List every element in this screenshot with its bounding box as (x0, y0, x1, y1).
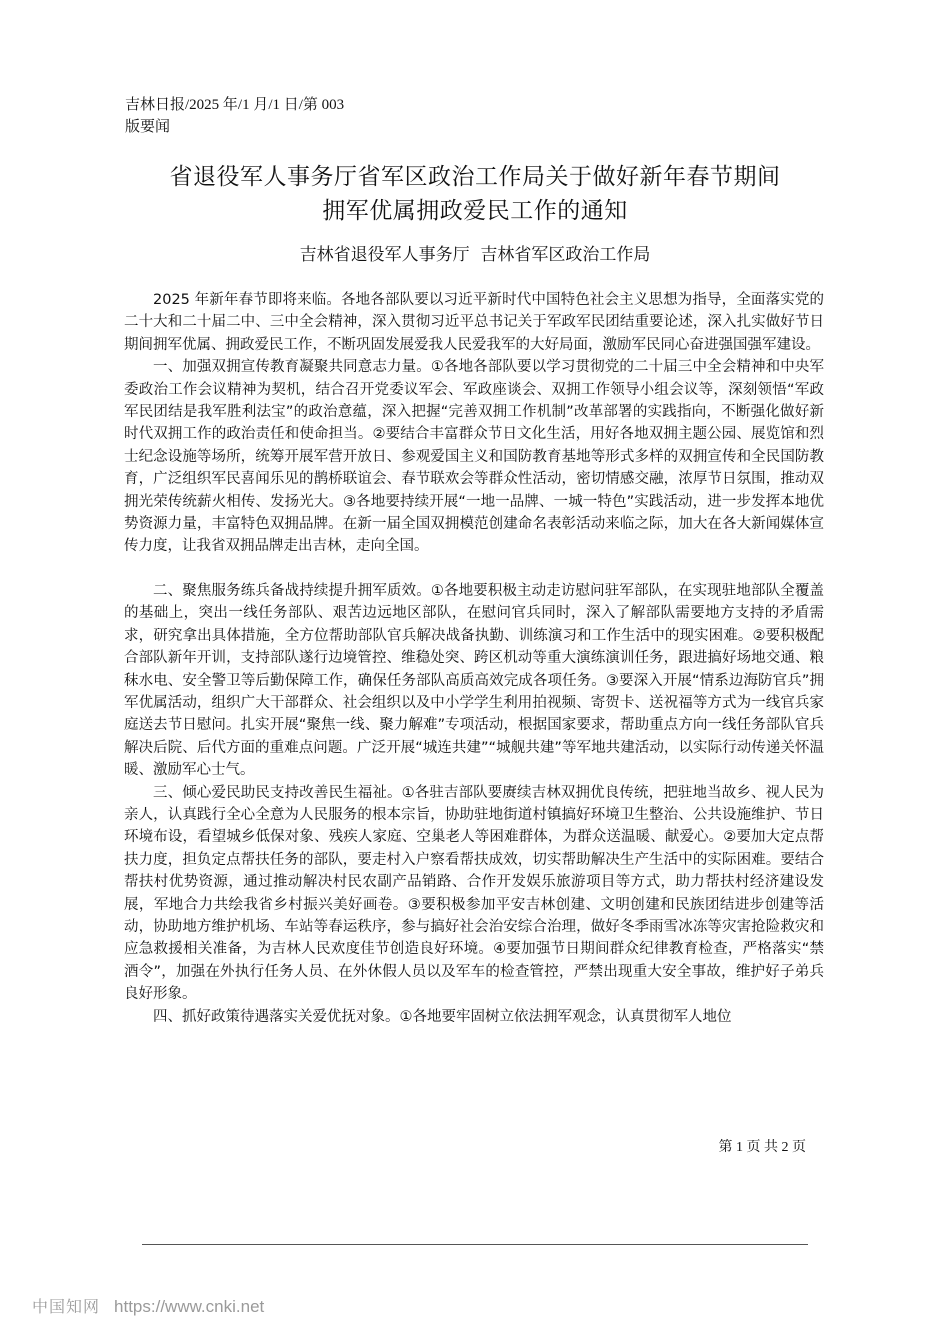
watermark-url: https://www.cnki.net (114, 1297, 265, 1316)
source-line-1: 吉林日报/2025 年/1 月/1 日/第 003 (125, 97, 345, 113)
watermark-name: 中国知网 (32, 1297, 101, 1316)
footer-divider (142, 1244, 808, 1245)
paragraph-section-2: 二、聚焦服务练兵备战持续提升拥军质效。①各地要积极主动走访慰问驻军部队，在实现驻地部队全覆盖的基础上，突出一线任务部队、艰苦边远地区部队，在慰问官兵同时，深入了解部队需要地方支持的矛盾需求，研究拿出具体措施，全方位帮助部队官兵解决战备执勤、训练演习和工作生活中的现实困难。②要积极配合部队新年开训，支持部队遂行边境管控、维稳处突、跨区机动等重大演练演训任务，跟进搞好场地交通、粮秣水电、安全警卫等后勤保障工作，确保任务部队高质高效完成各项任务。③要深入开展“情系边海防官兵”拥军优属活动，组织广大干部群众、社会组织以及中小学学生利用拍视频、寄贺卡、送祝福等方式为一线官兵家庭送去节日慰问。扎实开展“聚焦一线、聚力解难”专项活动，根据国家要求，帮助重点方向一线任务部队官兵解决后院、后代方面的重难点问题。广泛开展“城连共建”“城舰共建”等军地共建活动，以实际行动传递关怀温暖、激励军心士气。 (124, 582, 824, 779)
article-body (124, 289, 824, 1028)
page-number: 第 1 页 共 2 页 (718, 1140, 806, 1155)
paragraph-section-1: 一、加强双拥宣传教育凝聚共同意志力量。①各地各部队要以学习贯彻党的二十届三中全会精神和中央军委政治工作会议精神为契机，结合召开党委议军会、军政座谈会、双拥工作领导小组会议等，深刻领悟“军政军民团结是我军胜利法宝”的政治意蕴，深入把握“完善双拥工作机制”改革部署的实践指向，不断强化做好新时代双拥工作的政治责任和使命担当。②要结合丰富群众节日文化生活，用好各地双拥主题公园、展览馆和烈士纪念设施等场所，统筹开展军营开放日、参观爱国主义和国防教育基地等形式多样的双拥宣传和全民国防教育，广泛组织军民喜闻乐见的鹊桥联谊会、春节联欢会等群众性活动，密切情感交融，浓厚节日氛围，推动双拥光荣传统薪火相传、发扬光大。③各地要持续开展“一地一品牌、一城一特色”实践活动，进一步发挥本地优势资源力量，丰富特色双拥品牌。在新一届全国双拥模范创建命名表彰活动来临之际，加大在各大新闻媒体宣传力度，让我省双拥品牌走出吉林，走向全国。 (124, 359, 824, 555)
title-line-2: 拥军优属拥政爱民工作的通知 (322, 198, 628, 224)
article-author: 吉林省退役军人事务厅 吉林省军区政治工作局 (299, 245, 651, 265)
source-line-2: 版要闻 (125, 119, 171, 135)
article-title (100, 160, 850, 228)
paragraph-section-3: 三、倾心爱民助民支持改善民生福祉。①各驻吉部队要赓续吉林双拥优良传统，把驻地当故乡、视人民为亲人，认真践行全心全意为人民服务的根本宗旨，协助驻地街道村镇搞好环境卫生整治、公共设施维护、节日环境布设，看望城乡低保对象、残疾人家庭、空巢老人等困难群体，为群众送温暖、献爱心。②要加大定点帮扶力度，担负定点帮扶任务的部队，要走村入户察看帮扶成效，切实帮助解决生产生活中的实际困难。要结合帮扶村优势资源，通过推动解决村民农副产品销路、合作开发娱乐旅游项目等方式，助力帮扶村经济建设发展，军地合力共绘我省乡村振兴美好画卷。③要积极参加平安吉林创建、文明创建和民族团结进步创建等活动，协助地方维护机场、车站等春运秩序，参与搞好社会治安综合治理，做好冬季雨雪冰冻等灾害抢险救灾和应急救援相关准备，为吉林人民欢度佳节创造良好环境。④要加强节日期间群众纪律教育检查，严格落实“禁酒令”，加强在外执行任务人员、在外休假人员以及军车的检查管控，严禁出现重大安全事故，维护好子弟兵良好形象。 (124, 784, 824, 1003)
title-line-1: 省退役军人事务厅省军区政治工作局关于做好新年春节期间 (169, 164, 781, 190)
paragraph-section-4: 四、抓好政策待遇落实关爱优抚对象。①各地要牢固树立依法拥军观念，认真贯彻军人地位 (153, 1008, 732, 1025)
cnki-watermark (32, 1294, 264, 1317)
paragraph-intro: 2025 年新年春节即将来临。各地各部队要以习近平新时代中国特色社会主义思想为指导，全面落实党的二十大和二十届二中、三中全会精神，深入贯彻习近平总书记关于军政军民团结重要论述，深入扎实做好节日期间拥军优属、拥政爱民工作，不断巩固发展爱我人民爱我军的大好局面，激励军民同心奋进强国强军建设。 (124, 292, 824, 353)
source-citation (125, 94, 344, 138)
